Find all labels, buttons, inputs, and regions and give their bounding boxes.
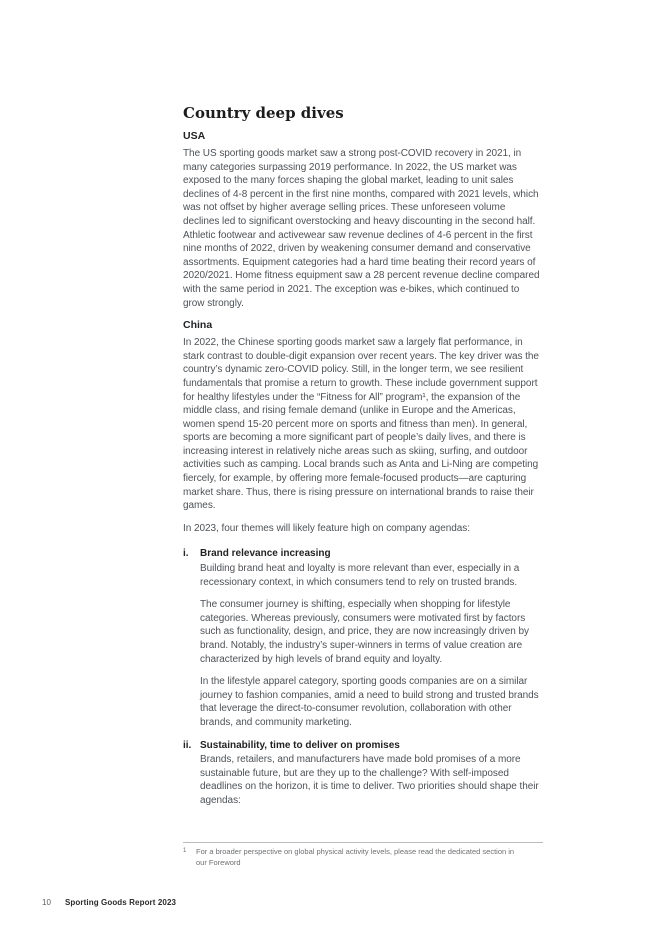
theme-paragraph: Brands, retailers, and manufacturers have made bold promises of a more sustainable future, but are they up to the challenge? With self-imposed deadlines on the horizon, it is time to deliver. Two priorities should shape their agendas: [200,754,539,806]
section-china [183,319,541,513]
list-marker-i: i. [183,548,189,560]
theme-heading-brand-relevance: Brand relevance increasing [200,548,331,560]
theme-paragraph: Building brand heat and loyalty is more relevant than ever, especially in a recessionary context, in which consumers tend to rely on trusted brands. [200,563,520,588]
footnote-marker: 1 [183,848,187,854]
footnote [183,842,543,868]
china-paragraph: In 2022, the Chinese sporting goods market saw a largely flat performance, in stark contrast to double-digit expansion over recent years. The key driver was the country’s dynamic zero-COVID policy. Still, in the longer term, we see resilient fundamentals that promise a return to growth. These include government support for healthy lifestyles under the “Fitness for All” program¹, the expansion of the middle class, and rising female demand (unlike in Europe and the Americas, women spend 15-20 percent more on sports and fitness than men). In general, sports are becoming a more significant part of people’s daily lives, and there is increasing interest in relatively niche areas such as skiing, surfing, and outdoor activities such as camping. Local brands such as Anta and Li-Ning are competing fiercely, for example, by offering more female-focused products—are capturing market share. Thus, there is rising pressure on international brands to raise their games. [183,337,539,512]
theme-item-sustainability [183,739,541,817]
footnote-text: For a broader perspective on global physical activity levels, please read the dedicated section in our Foreword [196,847,515,867]
list-marker-ii: ii. [183,739,192,751]
agenda-intro: In 2023, four themes will likely feature high on company agendas: [183,522,470,534]
theme-paragraph: In the lifestyle apparel category, sporting goods companies are on a similar journey to fashion companies, amid a need to build strong and trusted brands that leverage the direct-to-consumer revolution, collaboration with other brands, and community marketing. [200,676,539,728]
page-number: 10 [42,898,51,907]
section-usa [183,130,541,310]
page-footer [42,898,176,908]
report-title: Sporting Goods Report 2023 [65,898,177,907]
section-heading-usa: USA [183,130,206,142]
section-heading-china: China [183,319,213,332]
theme-paragraph: The consumer journey is shifting, especially when shopping for lifestyle categories. Whereas previously, consumers were motivated first by factors such as functionality, design, and price, they are now increasingly driven by brand. Notably, the industry’s super-winners in terms of value creation are characterized by high levels of brand equity and loyalty. [200,599,529,665]
page-content [183,103,541,817]
theme-body [200,739,541,817]
theme-body [200,547,541,738]
usa-paragraph: The US sporting goods market saw a strong post-COVID recovery in 2021, in many categories surpassing 2019 performance. In 2022, the US market was exposed to the many forces shaping the global market, leading to unit sales declines of 4-8 percent in the first nine months, compared with 2021 levels, which was not offset by higher average selling prices. These unforeseen volume declines led to significant overstocking and heavy discounting in the second half. Athletic footwear and activewear saw revenue declines of 4-6 percent in the first nine months of 2022, driven by weakening consumer demand and conservative assortments. Equipment categories had a hard time beating their record years of 2020/2021. Home fitness equipment saw a 28 percent revenue decline compared with the same period in 2021. The exception was e-bikes, which continued to grow strongly. [183,148,540,309]
theme-item-brand-relevance [183,547,541,738]
theme-heading-sustainability: Sustainability, time to deliver on promises [200,739,400,751]
page-title: Country deep dives [183,104,344,122]
